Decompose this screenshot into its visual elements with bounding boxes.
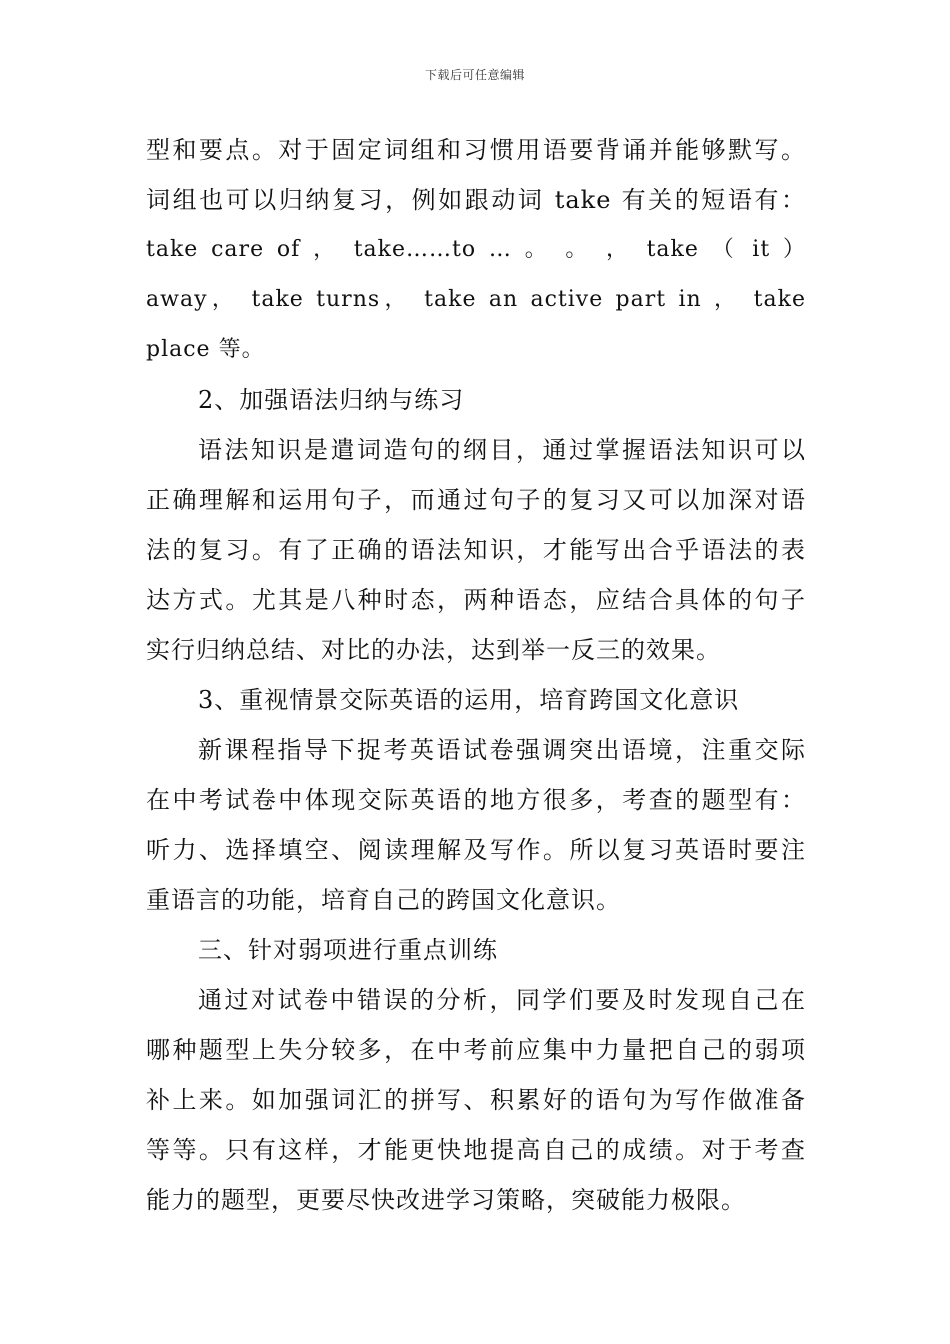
text-line: 通过对试卷中错误的分析，同学们要及时发现自己在: [198, 986, 806, 1014]
text-line: place 等。: [146, 337, 265, 362]
text-line: take care of ， take……to … 。 。 ， take （ it ）: [146, 237, 806, 262]
text-line: 型和要点。对于固定词组和习惯用语要背诵并能够默写。: [146, 136, 806, 164]
section-heading: 2、加强语法归纳与练习: [198, 386, 465, 414]
text-line: 法的复习。有了正确的语法知识，才能写出合乎语法的表: [146, 536, 806, 564]
text-line: 词组也可以归纳复习，例如跟动词 take 有关的短语有：: [146, 186, 806, 214]
text-line: 等等。只有这样，才能更快地提高自己的成绩。对于考查: [146, 1136, 806, 1164]
text-line: 听力、选择填空、阅读理解及写作。所以复习英语时要注: [146, 836, 806, 864]
section-heading: 三、针对弱项进行重点训练: [198, 936, 498, 964]
text-line: 达方式。尤其是八种时态，两种语态，应结合具体的句子: [146, 586, 806, 614]
section-heading: 3、重视情景交际英语的运用，培育跨国文化意识: [198, 686, 740, 714]
text-line: away， take turns， take an active part in ， take: [146, 287, 806, 312]
document-body: [146, 125, 806, 1225]
text-line: 新课程指导下捉考英语试卷强调突出语境，注重交际: [198, 736, 806, 764]
text-line: 在中考试卷中体现交际英语的地方很多，考查的题型有：: [146, 786, 806, 814]
text-line: 正确理解和运用句子，而通过句子的复习又可以加深对语: [146, 486, 806, 514]
text-line: 补上来。如加强词汇的拼写、积累好的语句为写作做准备: [146, 1086, 806, 1114]
text-line: 重语言的功能，培育自己的跨国文化意识。: [146, 886, 621, 914]
text-line: 语法知识是遣词造句的纲目，通过掌握语法知识可以: [198, 436, 806, 464]
text-line: 实行归纳总结、对比的办法，达到举一反三的效果。: [146, 636, 721, 664]
text-line: 能力的题型，更要尽快改进学习策略，突破能力极限。: [146, 1186, 746, 1214]
text-line: 哪种题型上失分较多，在中考前应集中力量把自己的弱项: [146, 1036, 806, 1064]
page-header: 下载后可任意编辑: [424, 68, 525, 82]
